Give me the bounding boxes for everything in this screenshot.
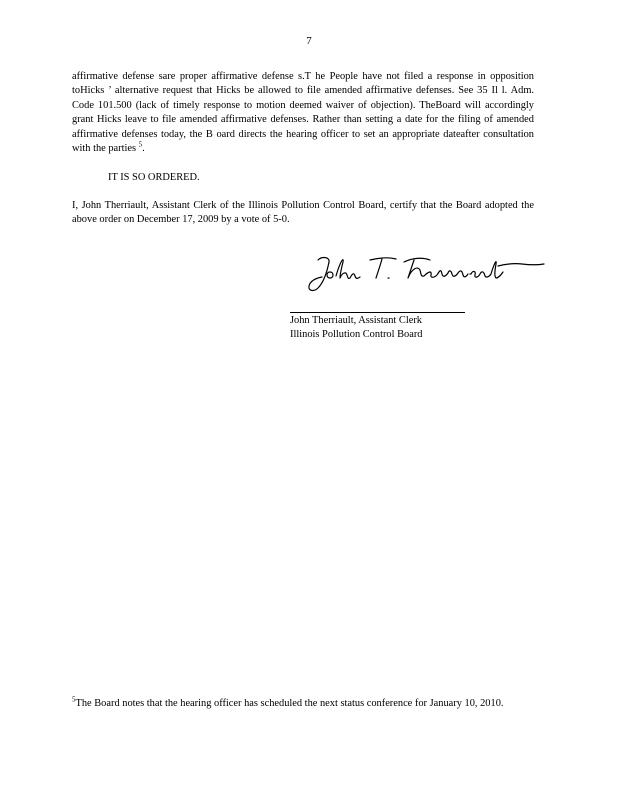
body-paragraph (72, 70, 534, 156)
signer-name-title: John Therriault, Assistant Clerk (290, 315, 422, 326)
handwritten-signature (300, 248, 550, 298)
certification-paragraph: I, John Therriault, Assistant Clerk of the Illinois Pollution Control Board, certify that the Board adopted the above order on December 17, 2009 by a vote of 5-0. (72, 200, 534, 226)
footnote (72, 697, 524, 711)
footnote-text: The Board notes that the hearing officer has scheduled the next status conference for January 10, 2010. (75, 698, 504, 709)
body-paragraph-end: . (142, 143, 145, 155)
body-paragraph-text: affirmative defense sare proper affirmative defense s.T he People have not filed a response in opposition toHicks ’ alternative request that Hicks be allowed to file amended affirmative defenses. See 35 Il l. Adm. Code 101.500 (lack of timely response to motion deemed waiver of objection). TheBoard will accordingly grant Hicks leave to file amended affirmative defenses. Rather than setting a date for the filing of amended affirmative defenses today, the B oard directs the hearing officer to set an appropriate dateafter consultation with the parties (72, 71, 534, 155)
footnote-reference: 5 (138, 140, 143, 149)
signer-organization: Illinois Pollution Control Board (290, 328, 423, 340)
signature-block (290, 314, 423, 341)
footnote-marker: 5 (72, 695, 76, 704)
page-number: 7 (306, 35, 312, 47)
order-statement: IT IS SO ORDERED. (108, 172, 200, 183)
signature-line (290, 312, 465, 313)
